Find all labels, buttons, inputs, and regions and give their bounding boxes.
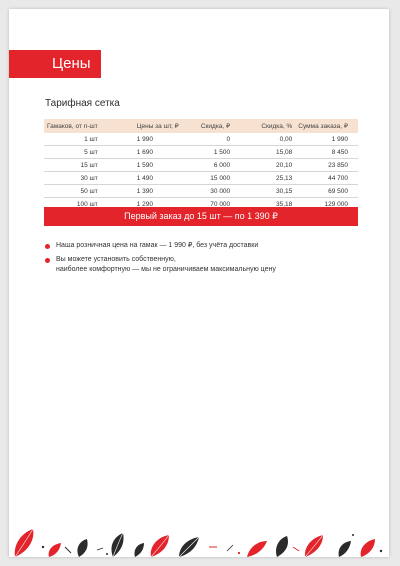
column-header-quantity: Гамаков, от n-шт [44,119,101,133]
cell-discount-percent: 20,10 [233,159,295,172]
bullet-dot-icon [45,244,50,249]
cell-quantity: 1 шт [44,133,101,146]
document-page [9,9,389,557]
table-row [44,159,358,172]
cell-quantity: 50 шт [44,185,101,198]
column-header-order-total: Сумма заказа, ₽ [295,119,358,133]
cell-discount-rub: 30 000 [185,185,233,198]
bullet-dot-icon [45,258,50,263]
cell-unit-price: 1 590 [101,159,185,172]
cell-order-total: 44 700 [295,172,358,185]
cell-quantity: 30 шт [44,172,101,185]
list-item [45,255,365,275]
note-text: Вы можете установить собственную, [56,256,176,263]
cell-unit-price: 1 290 [101,198,185,211]
cell-order-total: 23 850 [295,159,358,172]
cell-discount-rub: 1 500 [185,146,233,159]
cell-order-total: 69 500 [295,185,358,198]
column-header-discount-percent: Скидка, % [233,119,295,133]
column-header-discount-rub: Скидка, ₽ [185,119,233,133]
table-row [44,133,358,146]
pricing-table [44,119,358,211]
note-text: Наша розничная цена на гамак — 1 990 ₽, без учёта доставки [56,242,259,249]
table-row [44,185,358,198]
decorative-leaves-border [9,517,389,557]
cell-unit-price: 1 690 [101,146,185,159]
cell-discount-percent: 25,13 [233,172,295,185]
cell-discount-rub: 70 000 [185,198,233,211]
cell-order-total: 8 450 [295,146,358,159]
cell-quantity: 15 шт [44,159,101,172]
cell-discount-rub: 0 [185,133,233,146]
cell-order-total: 129 000 [295,198,358,211]
cell-unit-price: 1 490 [101,172,185,185]
page-title: Цены [52,55,91,72]
cell-discount-percent: 15,08 [233,146,295,159]
cell-unit-price: 1 390 [101,185,185,198]
title-banner [9,50,101,78]
cell-discount-percent: 0,00 [233,133,295,146]
cell-order-total: 1 990 [295,133,358,146]
cell-discount-percent: 35,18 [233,198,295,211]
note-text: наиболее комфортную — мы не ограничиваем максимальную цену [56,266,276,273]
table-row [44,172,358,185]
promo-banner: Первый заказ до 15 шт — по 1 390 ₽ [44,207,358,226]
column-header-unit-price: Цены за шт, ₽ [101,119,185,133]
notes-list [45,241,365,279]
list-item [45,241,365,251]
cell-discount-rub: 6 000 [185,159,233,172]
section-title: Тарифная сетка [45,98,120,109]
cell-discount-percent: 30,15 [233,185,295,198]
cell-unit-price: 1 990 [101,133,185,146]
cell-quantity: 100 шт [44,198,101,211]
table-row [44,146,358,159]
cell-discount-rub: 15 000 [185,172,233,185]
table-header-row [44,119,358,133]
cell-quantity: 5 шт [44,146,101,159]
